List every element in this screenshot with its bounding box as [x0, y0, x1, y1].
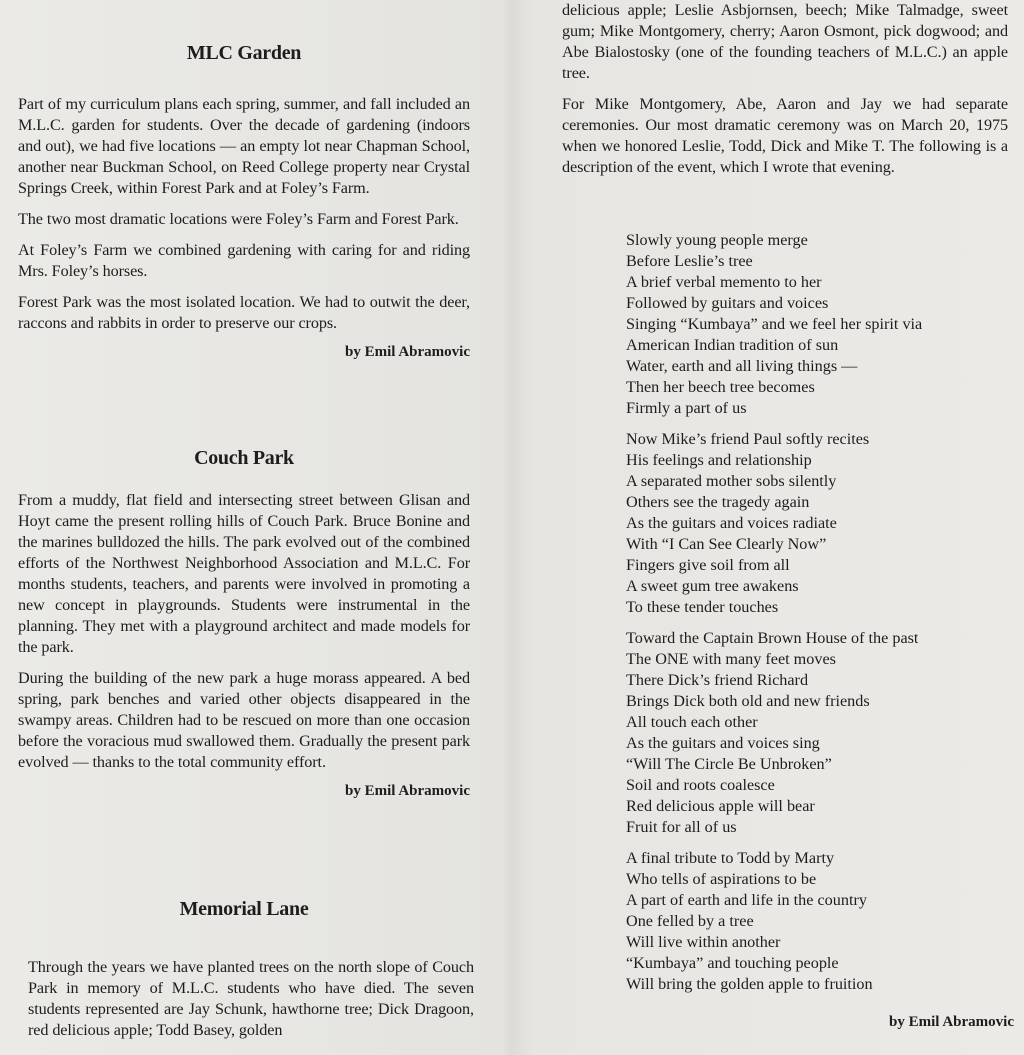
byline: by Emil Abramovic	[344, 783, 470, 799]
paragraph: For Mike Montgomery, Abe, Aaron and Jay we had separate ceremonies. Our most dramatic ceremony was on March 20, 1975 when we honored Leslie, Todd, Dick and Mike T. The following is a description of the event, which I wrote that evening.	[562, 95, 1008, 176]
byline: by Emil Abramovic	[888, 1014, 1014, 1030]
poem-line: American Indian tradition of sun	[626, 336, 839, 354]
poem-line: All touch each other	[626, 713, 758, 731]
poem-line: “Kumbaya” and touching people	[626, 954, 839, 972]
poem-line: As the guitars and voices sing	[626, 734, 820, 752]
paragraph: Forest Park was the most isolated location. We had to outwit the deer, raccons and rabbits in order to preserve our crops.	[18, 293, 470, 332]
poem-line: Now Mike’s friend Paul softly recites	[626, 430, 870, 448]
poem-line: “Will The Circle Be Unbroken”	[626, 755, 832, 773]
poem-stanza	[626, 628, 922, 838]
poem-line: As the guitars and voices radiate	[626, 514, 837, 532]
poem-line: Then her beech tree becomes	[626, 378, 815, 396]
poem-line: Will bring the golden apple to fruition	[626, 975, 873, 993]
poem-line: His feelings and relationship	[626, 451, 812, 469]
poem-line: To these tender touches	[626, 598, 779, 616]
mlc-garden-body	[18, 94, 470, 361]
poem-line: A separated mother sobs silently	[626, 472, 837, 490]
poem-line: Who tells of aspirations to be	[626, 870, 817, 888]
section-title-memorial-lane: Memorial Lane	[179, 898, 309, 920]
poem-stanza	[626, 429, 922, 618]
poem-line: With “I Can See Clearly Now”	[626, 535, 827, 553]
section-title-mlc-garden: MLC Garden	[186, 42, 302, 64]
memorial-lane-body	[28, 957, 474, 1051]
poem-line: Followed by guitars and voices	[626, 294, 829, 312]
byline: by Emil Abramovic	[344, 344, 470, 360]
poem-line: A final tribute to Todd by Marty	[626, 849, 835, 867]
poem-line: Brings Dick both old and new friends	[626, 692, 870, 710]
right-column-body	[562, 0, 1008, 188]
poem-line: Toward the Captain Brown House of the past	[626, 629, 919, 647]
poem-line: Fruit for all of us	[626, 818, 737, 836]
poem-line: One felled by a tree	[626, 912, 754, 930]
poem-line: Others see the tragedy again	[626, 493, 810, 511]
poem-stanza	[626, 230, 922, 419]
poem-line: The ONE with many feet moves	[626, 650, 836, 668]
poem-line: Singing “Kumbaya” and we feel her spirit via	[626, 315, 923, 333]
poem-line: Soil and roots coalesce	[626, 776, 775, 794]
paragraph: During the building of the new park a huge morass appeared. A bed spring, park benches and varied other objects disappeared in the swampy areas. Children had to be rescued on more than one occasion before the voracious mud swallowed them. Gradually the present park evolved — thanks to the total community effort.	[18, 669, 470, 771]
poem-line: Water, earth and all living things —	[626, 357, 858, 375]
couch-park-body	[18, 490, 470, 800]
paragraph: Through the years we have planted trees on the north slope of Couch Park in memory of M.L.C. students who have died. The seven students represented are Jay Schunk, hawthorne tree; Dick Dragoon, red delicious apple; Todd Basey, golden	[28, 958, 474, 1039]
poem-line: Slowly young people merge	[626, 231, 808, 249]
poem-line: There Dick’s friend Richard	[626, 671, 809, 689]
poem-line: Before Leslie’s tree	[626, 252, 753, 270]
poem-line: Firmly a part of us	[626, 399, 747, 417]
paragraph: At Foley’s Farm we combined gardening with caring for and riding Mrs. Foley’s horses.	[18, 241, 470, 280]
poem	[626, 230, 922, 1005]
poem-stanza	[626, 848, 922, 995]
paragraph: From a muddy, flat field and intersecting street between Glisan and Hoyt came the present rolling hills of Couch Park. Bruce Bonine and the marines bulldozed the hills. The park evolved out of the combined efforts of the Northwest Neighborhood Association and M.L.C. For months students, teachers, and parents were involved in promoting a new concept in playgrounds. Students were instrumental in the planning. They met with a playground architect and made models for the park.	[18, 491, 470, 656]
section-title-couch-park: Couch Park	[194, 447, 294, 469]
poem-line: A brief verbal memento to her	[626, 273, 822, 291]
poem-line: A sweet gum tree awakens	[626, 577, 799, 595]
poem-line: A part of earth and life in the country	[626, 891, 867, 909]
poem-line: Red delicious apple will bear	[626, 797, 815, 815]
poem-line: Fingers give soil from all	[626, 556, 790, 574]
paragraph: The two most dramatic locations were Foley’s Farm and Forest Park.	[18, 210, 459, 228]
paragraph: delicious apple; Leslie Asbjornsen, beech; Mike Talmadge, sweet gum; Mike Montgomery, cherry; Aaron Osmont, pick dogwood; and Abe Bialostosky (one of the founding teachers of M.L.C.) an apple tree.	[562, 1, 1008, 82]
paragraph: Part of my curriculum plans each spring, summer, and fall included an M.L.C. garden for students. Over the decade of gardening (indoors and out), we had five locations — an empty lot near Chapman School, another near Buckman School, on Reed College property near Crystal Springs Creek, within Forest Park and at Foley’s Farm.	[18, 95, 470, 197]
poem-line: Will live within another	[626, 933, 781, 951]
